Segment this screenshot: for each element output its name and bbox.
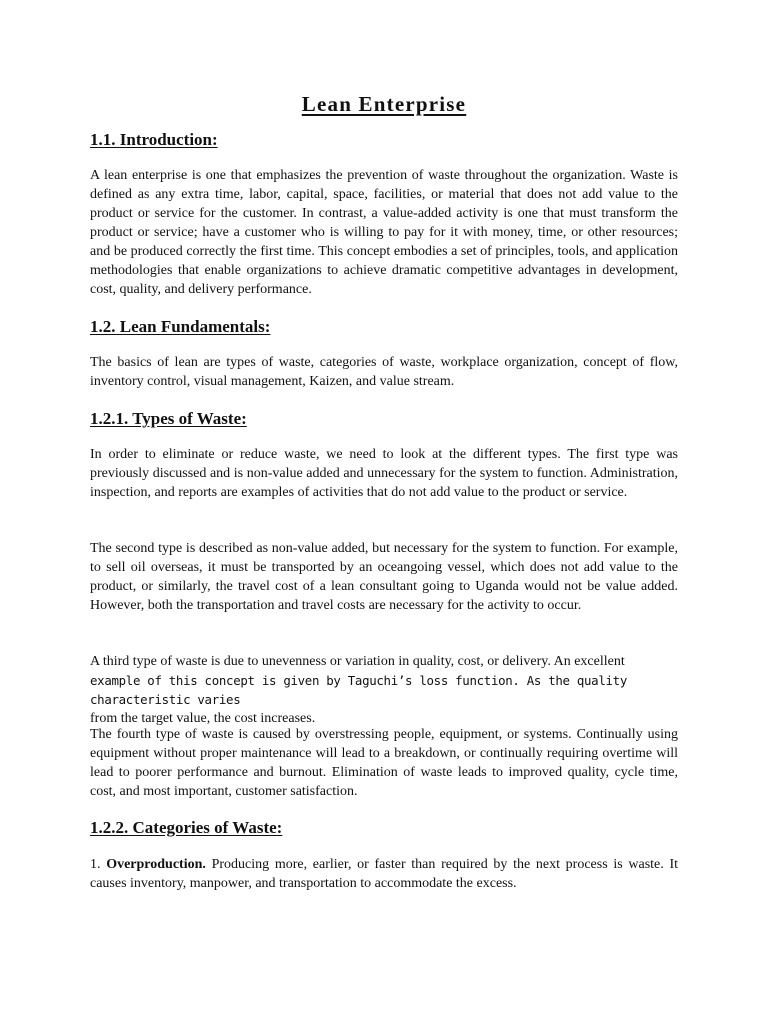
heading-introduction [90,130,218,150]
types-waste-paragraph-3-line-1: A third type of waste is due to unevenness or variation in quality, cost, or delivery. An excellent [90,654,625,669]
heading-introduction-colon: : [212,130,218,149]
category-item-overproduction [90,855,678,893]
introduction-paragraph: A lean enterprise is one that emphasizes the prevention of waste throughout the organization. Waste is defined as any extra time, labor, capital, space, facilities, or material that does not add value to the product or service for the customer. In contrast, a value-added activity is one that must transform the product or service; have a customer who is willing to pay for it with money, time, or other resources; and be produced correctly the first time. This concept embodies a set of principles, tools, and application methodologies that enable organizations to achieve dramatic competitive advantages in development, cost, quality, and delivery performance. [90,168,678,297]
types-waste-paragraph-4: The fourth type of waste is caused by overstressing people, equipment, or systems. Continually using equipment without proper maintenance will lead to a breakdown, or continually requiring overtime will lead to poorer performance and burnout. Elimination of waste leads to improved quality, cycle time, cost, and most important, customer satisfaction. [90,727,678,799]
types-waste-paragraph-1: In order to eliminate or reduce waste, we need to look at the different types. The first type was previously discussed and is non-value added and unnecessary for the system to function. Administration, inspection, and reports are examples of activities that do not add value to the product or service. [90,447,678,500]
category-item-description: Producing more, earlier, or faster than required by the next process is waste. It causes inventory, manpower, and transportation to accommodate the excess. [90,857,679,891]
category-item-term: Overproduction. [106,857,206,872]
heading-categories-of-waste: 1.2.2. Categories of Waste: [90,818,283,837]
types-waste-paragraph-3-line-2: example of this concept is given by Taguchi’s loss function. As the quality characteristic varies [90,673,627,707]
document-title: Lean Enterprise [301,92,467,116]
heading-types-of-waste: 1.2.1. Types of Waste: [90,409,247,428]
types-waste-paragraph-3-line-3: from the target value, the cost increases. [90,711,316,726]
fundamentals-paragraph: The basics of lean are types of waste, categories of waste, workplace organization, concept of flow, inventory control, visual management, Kaizen, and value stream. [90,355,678,389]
heading-introduction-text: 1.1. Introduction [90,130,213,149]
heading-lean-fundamentals: 1.2. Lean Fundamentals: [90,317,271,336]
types-waste-paragraph-3 [90,652,678,728]
category-item-number: 1. [90,857,107,872]
types-waste-paragraph-2: The second type is described as non-value added, but necessary for the system to function. For example, to sell oil overseas, it must be transported by an oceangoing vessel, which does not add value to the product, or similarly, the travel cost of a lean consultant going to Uganda would not be value added. However, both the transportation and travel costs are necessary for the activity to occur. [90,541,678,613]
